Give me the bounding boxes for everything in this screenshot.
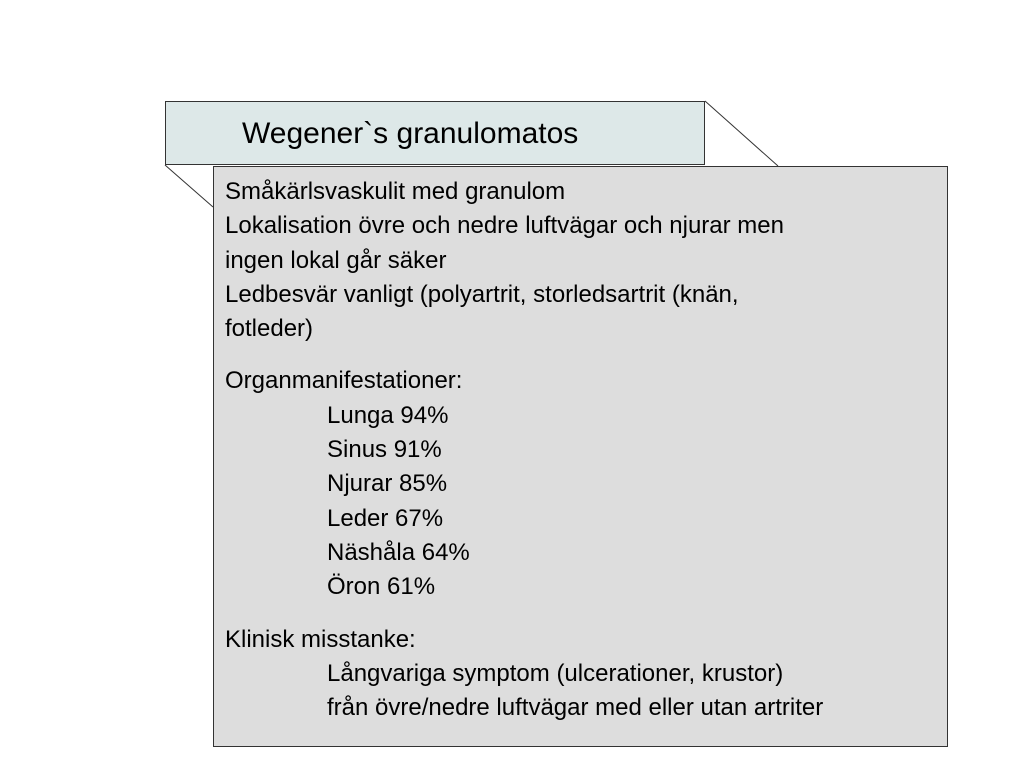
intro-line: fotleder) <box>225 315 314 343</box>
clinical-line: Långvariga symptom (ulcerationer, krustor) <box>327 659 784 687</box>
clinical-line: från övre/nedre luftvägar med eller utan artriter <box>327 694 824 722</box>
organ-item: Lunga 94% <box>327 401 449 429</box>
organ-heading: Organmanifestationer: <box>225 367 463 395</box>
intro-line: ingen lokal går säker <box>225 246 447 274</box>
intro-line: Lokalisation övre och nedre luftvägar och njurar men <box>225 212 784 240</box>
paragraph-gap <box>225 346 937 364</box>
organ-item: Näshåla 64% <box>327 538 470 566</box>
organ-item: Leder 67% <box>327 504 444 532</box>
intro-line: Ledbesvär vanligt (polyartrit, storledsartrit (knän, <box>225 280 739 308</box>
content-box <box>213 166 948 747</box>
organ-item: Njurar 85% <box>327 470 448 498</box>
connector-line-top-right <box>705 101 778 166</box>
organ-item: Sinus 91% <box>327 436 442 464</box>
title-box <box>165 101 705 165</box>
intro-line: Småkärlsvaskulit med granulom <box>225 178 566 205</box>
slide-title: Wegener`s granulomatos <box>242 117 579 150</box>
clinical-heading: Klinisk misstanke: <box>225 625 416 653</box>
paragraph-gap <box>225 605 937 623</box>
connector-line-bottom-left <box>165 165 213 207</box>
organ-item: Öron 61% <box>327 573 436 601</box>
